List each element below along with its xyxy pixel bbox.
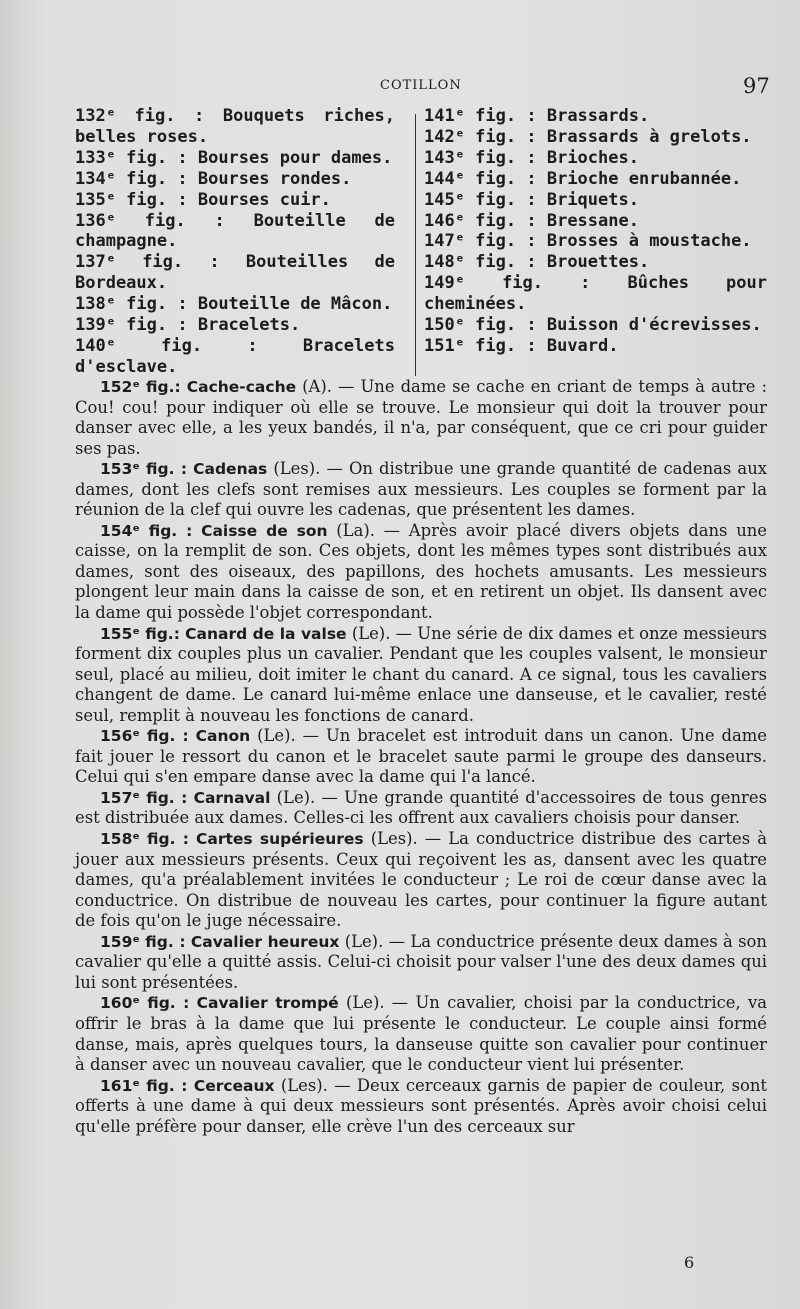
- list-item: 149ᵉ fig. : Bûches pour cheminées.: [424, 273, 767, 315]
- figure-paragraph: 158ᵉ fig. : Cartes supérieures (Les). — La conductrice distribue des cartes à jouer aux messieurs présents. Ceux qui reçoivent les as, dansent avec les quatre dames, qu'a préalablement invitées le conducteur ; Le roi de cœur danse avec la conductrice. On distribue de nouveau les cartes, pour continuer la figure autant de fois qu'on le juge nécessaire.: [75, 829, 767, 931]
- figure-paragraph: 152ᵉ fig.: Cache-cache (A). — Une dame se cache en criant de temps à autre : Cou! cou! pour indiquer où elle se trouve. Le monsieur qui doit la trouver pour danser avec elle, a les yeux bandés, il n'a, par conséquent, que ce cri pour guider ses pas.: [75, 377, 767, 458]
- list-item: 136ᵉ fig. : Bouteille de champagne.: [75, 210, 395, 252]
- list-item: 151ᵉ fig. : Buvard.: [424, 335, 619, 356]
- list-item: 139ᵉ fig. : Bracelets.: [75, 315, 301, 336]
- right-column: [424, 106, 767, 357]
- figure-paragraph: 156ᵉ fig. : Canon (Le). — Un bracelet est introduit dans un canon. Une dame fait jouer le ressort du canon et le bracelet saute parmi le groupe des danseurs. Celui qui s'en empare danse avec la dame qui l'a lancé.: [75, 726, 767, 787]
- list-item: 138ᵉ fig. : Bouteille de Mâcon.: [75, 294, 393, 315]
- list-item: 134ᵉ fig. : Bourses rondes.: [75, 168, 352, 189]
- list-item: 140ᵉ fig. : Bracelets d'esclave.: [75, 335, 395, 377]
- list-item: 142ᵉ fig. : Brassards à grelots.: [424, 126, 752, 147]
- figure-paragraph: 153ᵉ fig. : Cadenas (Les). — On distribue une grande quantité de cadenas aux dames, dont les clefs sont remises aux messieurs. Les couples se forment par la réunion de la clef qui ouvre les cadenas, que présentent les dames.: [75, 459, 767, 520]
- left-column: [75, 106, 395, 378]
- running-head: COTILLON: [380, 78, 462, 93]
- list-item: 144ᵉ fig. : Brioche enrubannée.: [424, 168, 742, 189]
- figure-paragraph: 154ᵉ fig. : Caisse de son (La). — Après avoir placé divers objets dans une caisse, on la remplit de son. Ces objets, dont les mêmes types sont distribués aux dames, sont des oiseaux, des papillons, des hochets amusants. Les messieurs plongent leur main dans la caisse de son, et en retirent un objet. Ils dansent avec la dame qui possède l'objet correspondant.: [75, 520, 768, 623]
- list-item: 133ᵉ fig. : Bourses pour dames.: [75, 147, 393, 168]
- figure-descriptions: [75, 377, 767, 1137]
- list-item: 150ᵉ fig. : Buisson d'écrevisses.: [424, 315, 762, 336]
- list-item: 145ᵉ fig. : Briquets.: [424, 189, 639, 210]
- list-item: 146ᵉ fig. : Bressane.: [424, 210, 639, 231]
- figure-paragraph: 157ᵉ fig. : Carnaval (Le). — Une grande quantité d'accessoires de tous genres est distribuée aux dames. Celles-ci les offrent aux cavaliers choisis pour danser.: [75, 787, 767, 828]
- list-item: 132ᵉ fig. : Bouquets riches, belles roses.: [75, 106, 395, 147]
- list-item: 147ᵉ fig. : Brosses à moustache.: [424, 231, 752, 252]
- list-item: 141ᵉ fig. : Brassards.: [424, 106, 650, 126]
- figure-paragraph: 159ᵉ fig. : Cavalier heureux (Le). — La conductrice présente deux dames à son cavalier qu'elle a quitté assis. Celui-ci choisit pour valser l'une des deux dames qui lui sont présentées.: [75, 931, 767, 992]
- figure-paragraph: 160ᵉ fig. : Cavalier trompé (Le). — Un cavalier, choisi par la conductrice, va offrir le bras à la dame que lui présente le conducteur. Le couple ainsi formé danse, mais, après quelques tours, la danseuse quitte son cavalier pour continuer à danser avec un nouveau cavalier, que le conducteur vient lui présenter.: [75, 993, 767, 1075]
- figure-list-columns: [75, 106, 767, 376]
- list-item: 143ᵉ fig. : Brioches.: [424, 147, 639, 168]
- figure-paragraph: 155ᵉ fig.: Canard de la valse (Le). — Une série de dix dames et onze messieurs forment dix couples plus un cavalier. Pendant que les couples valsent, le monsieur seul, placé au milieu, doit imiter le chant du canard. A ce signal, tous les cavaliers changent de dame. Le canard lui-même enlace une danseuse, et le cavalier, resté seul, remplit à nouveau les fonctions de canard.: [75, 623, 767, 725]
- page-header: [0, 74, 800, 100]
- list-item: 137ᵉ fig. : Bouteilles de Bordeaux.: [75, 252, 395, 294]
- list-item: 148ᵉ fig. : Brouettes.: [424, 252, 650, 273]
- page-number: 97: [743, 74, 770, 98]
- list-item: 135ᵉ fig. : Bourses cuir.: [75, 189, 331, 210]
- column-divider: [415, 114, 416, 376]
- figure-paragraph: 161ᵉ fig. : Cerceaux (Les). — Deux cerceaux garnis de papier de couleur, sont offerts à une dame à qui deux messieurs sont présentés. Après avoir choisi celui qu'elle préfère pour danser, elle crève l'un des cerceaux sur: [75, 1075, 767, 1136]
- signature-mark: 6: [684, 1253, 695, 1272]
